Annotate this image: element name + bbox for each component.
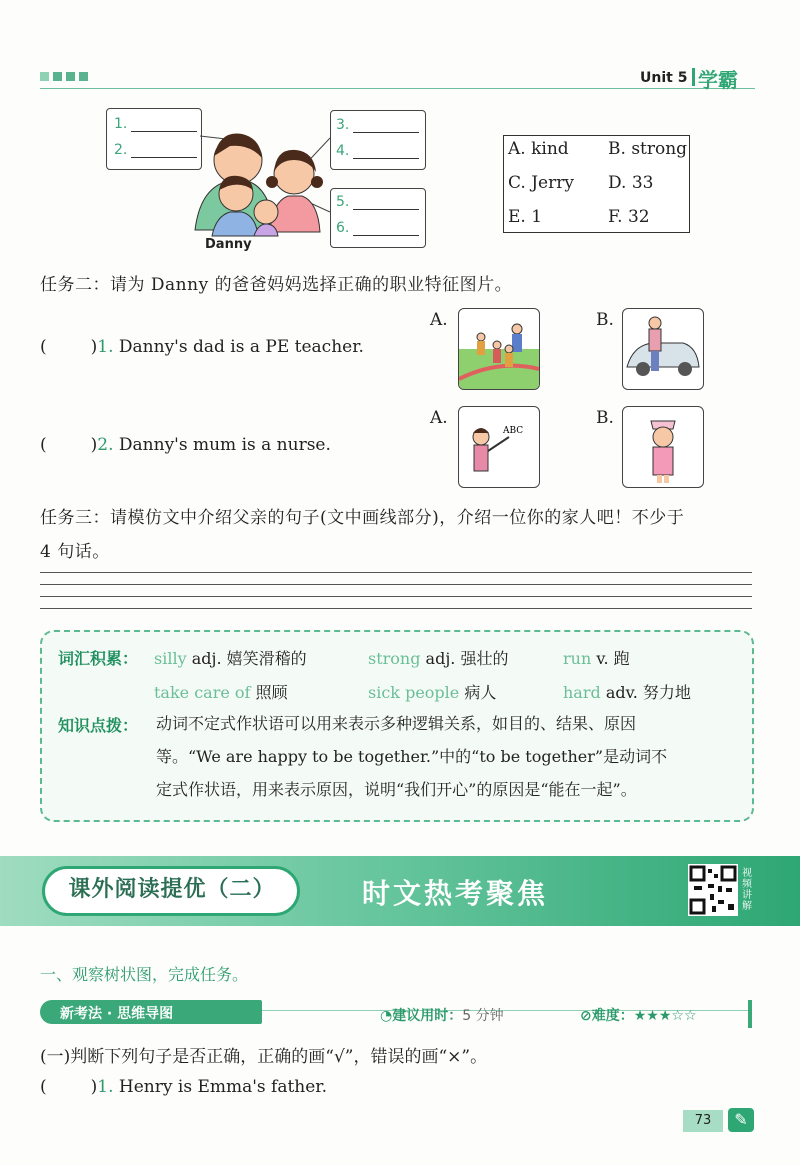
- part1-instruction: (一)判断下列句子是否正确，正确的画“√”，错误的画“×”。: [40, 1047, 488, 1067]
- vocab-item-1: silly adj. 嬉笑滑稽的: [154, 649, 307, 668]
- tag-label: 新考法 · 思维导图: [60, 1006, 174, 1022]
- header-rule: [40, 88, 755, 89]
- option-d: D. 33: [608, 173, 654, 193]
- timer-icon: ◔: [380, 1008, 393, 1024]
- option-e: E. 1: [508, 207, 543, 227]
- page-number: 73: [683, 1110, 723, 1132]
- q2-choice-a-label: A.: [430, 408, 448, 428]
- qr-code-icon[interactable]: [688, 864, 738, 916]
- blank-1[interactable]: 1.: [114, 116, 197, 132]
- tip-label: 知识点拨：: [58, 716, 139, 735]
- banner-title: 时文热考聚焦: [362, 877, 549, 910]
- writing-line-1[interactable]: [40, 572, 752, 573]
- blank-3[interactable]: 3.: [336, 117, 419, 133]
- vocab-item-2: strong adj. 强壮的: [368, 649, 509, 668]
- header-decoration: [40, 72, 88, 81]
- q1-choice-a-label: A.: [430, 310, 448, 330]
- task2-title: 任务二：请为 Danny 的爸爸妈妈选择正确的职业特征图片。: [40, 275, 513, 295]
- banner-pill-title: 课外阅读提优（二）: [68, 877, 276, 902]
- blank-4[interactable]: 4.: [336, 143, 419, 159]
- vocab-item-3: run v. 跑: [563, 649, 630, 668]
- task3-line2: 4 句话。: [40, 542, 110, 562]
- vocab-item-5: sick people 病人: [368, 683, 497, 702]
- danny-caption: Danny: [205, 237, 252, 252]
- task2-question-1: ( )1. Danny's dad is a PE teacher.: [40, 337, 364, 357]
- board-text: ABC: [503, 426, 524, 436]
- vocab-item-6: hard adv. 努力地: [563, 683, 691, 702]
- brand-logo: 学霸: [698, 68, 738, 92]
- blank-5[interactable]: 5.: [336, 194, 419, 210]
- unit-label: Unit 5: [640, 70, 688, 86]
- tip-text: 动词不定式作状语可以用来表示多种逻辑关系，如目的、结果、原因 等。“We are happy to be together.”中的“to be together”是动词不 定式作状语，用来表示原因，说明“我们开心”的原因是“能在一起”。: [156, 714, 668, 799]
- option-a: A. kind: [508, 139, 569, 159]
- header-separator: [692, 68, 695, 86]
- pencil-icon: ✎: [728, 1108, 754, 1132]
- vocab-label: 词汇积累：: [58, 649, 139, 668]
- blank-2[interactable]: 2.: [114, 142, 197, 158]
- option-f: F. 32: [608, 207, 650, 227]
- pe-class-icon: [459, 309, 539, 389]
- q2-choice-b-image[interactable]: [622, 406, 704, 488]
- q2-choice-b-label: B.: [596, 408, 614, 428]
- qr-caption: 视频讲解: [742, 868, 752, 912]
- writing-line-4[interactable]: [40, 608, 752, 609]
- q1-choice-a-image[interactable]: [458, 308, 540, 390]
- blank-6[interactable]: 6.: [336, 220, 419, 236]
- writing-line-2[interactable]: [40, 584, 752, 585]
- difficulty-stars: ★★★☆☆: [633, 1008, 697, 1024]
- writing-line-3[interactable]: [40, 596, 752, 597]
- family-illustration: [180, 120, 340, 240]
- q1-choice-b-image[interactable]: [622, 308, 704, 390]
- car-driver-icon: [623, 309, 703, 389]
- q1-choice-b-label: B.: [596, 310, 614, 330]
- vocab-item-4: take care of 照顾: [154, 683, 288, 702]
- difficulty: ⊘难度：★★★☆☆: [580, 1008, 697, 1024]
- nurse-icon: [623, 407, 703, 487]
- teacher-icon: [459, 407, 539, 487]
- tag-end-mark: [748, 1000, 752, 1028]
- option-b: B. strong: [608, 139, 688, 159]
- task3-line1: 任务三：请模仿文中介绍父亲的句子(文中画线部分)，介绍一位你的家人吧！不少于: [40, 508, 685, 528]
- section1-title: 一、观察树状图，完成任务。: [40, 965, 249, 984]
- option-c: C. Jerry: [508, 173, 574, 193]
- check-icon: ⊘: [580, 1008, 592, 1024]
- task2-question-2: ( )2. Danny's mum is a nurse.: [40, 435, 331, 455]
- suggested-time: ◔建议用时：5 分钟: [380, 1008, 504, 1024]
- q2-choice-a-image[interactable]: [458, 406, 540, 488]
- part1-question-1: ( )1. Henry is Emma's father.: [40, 1077, 327, 1097]
